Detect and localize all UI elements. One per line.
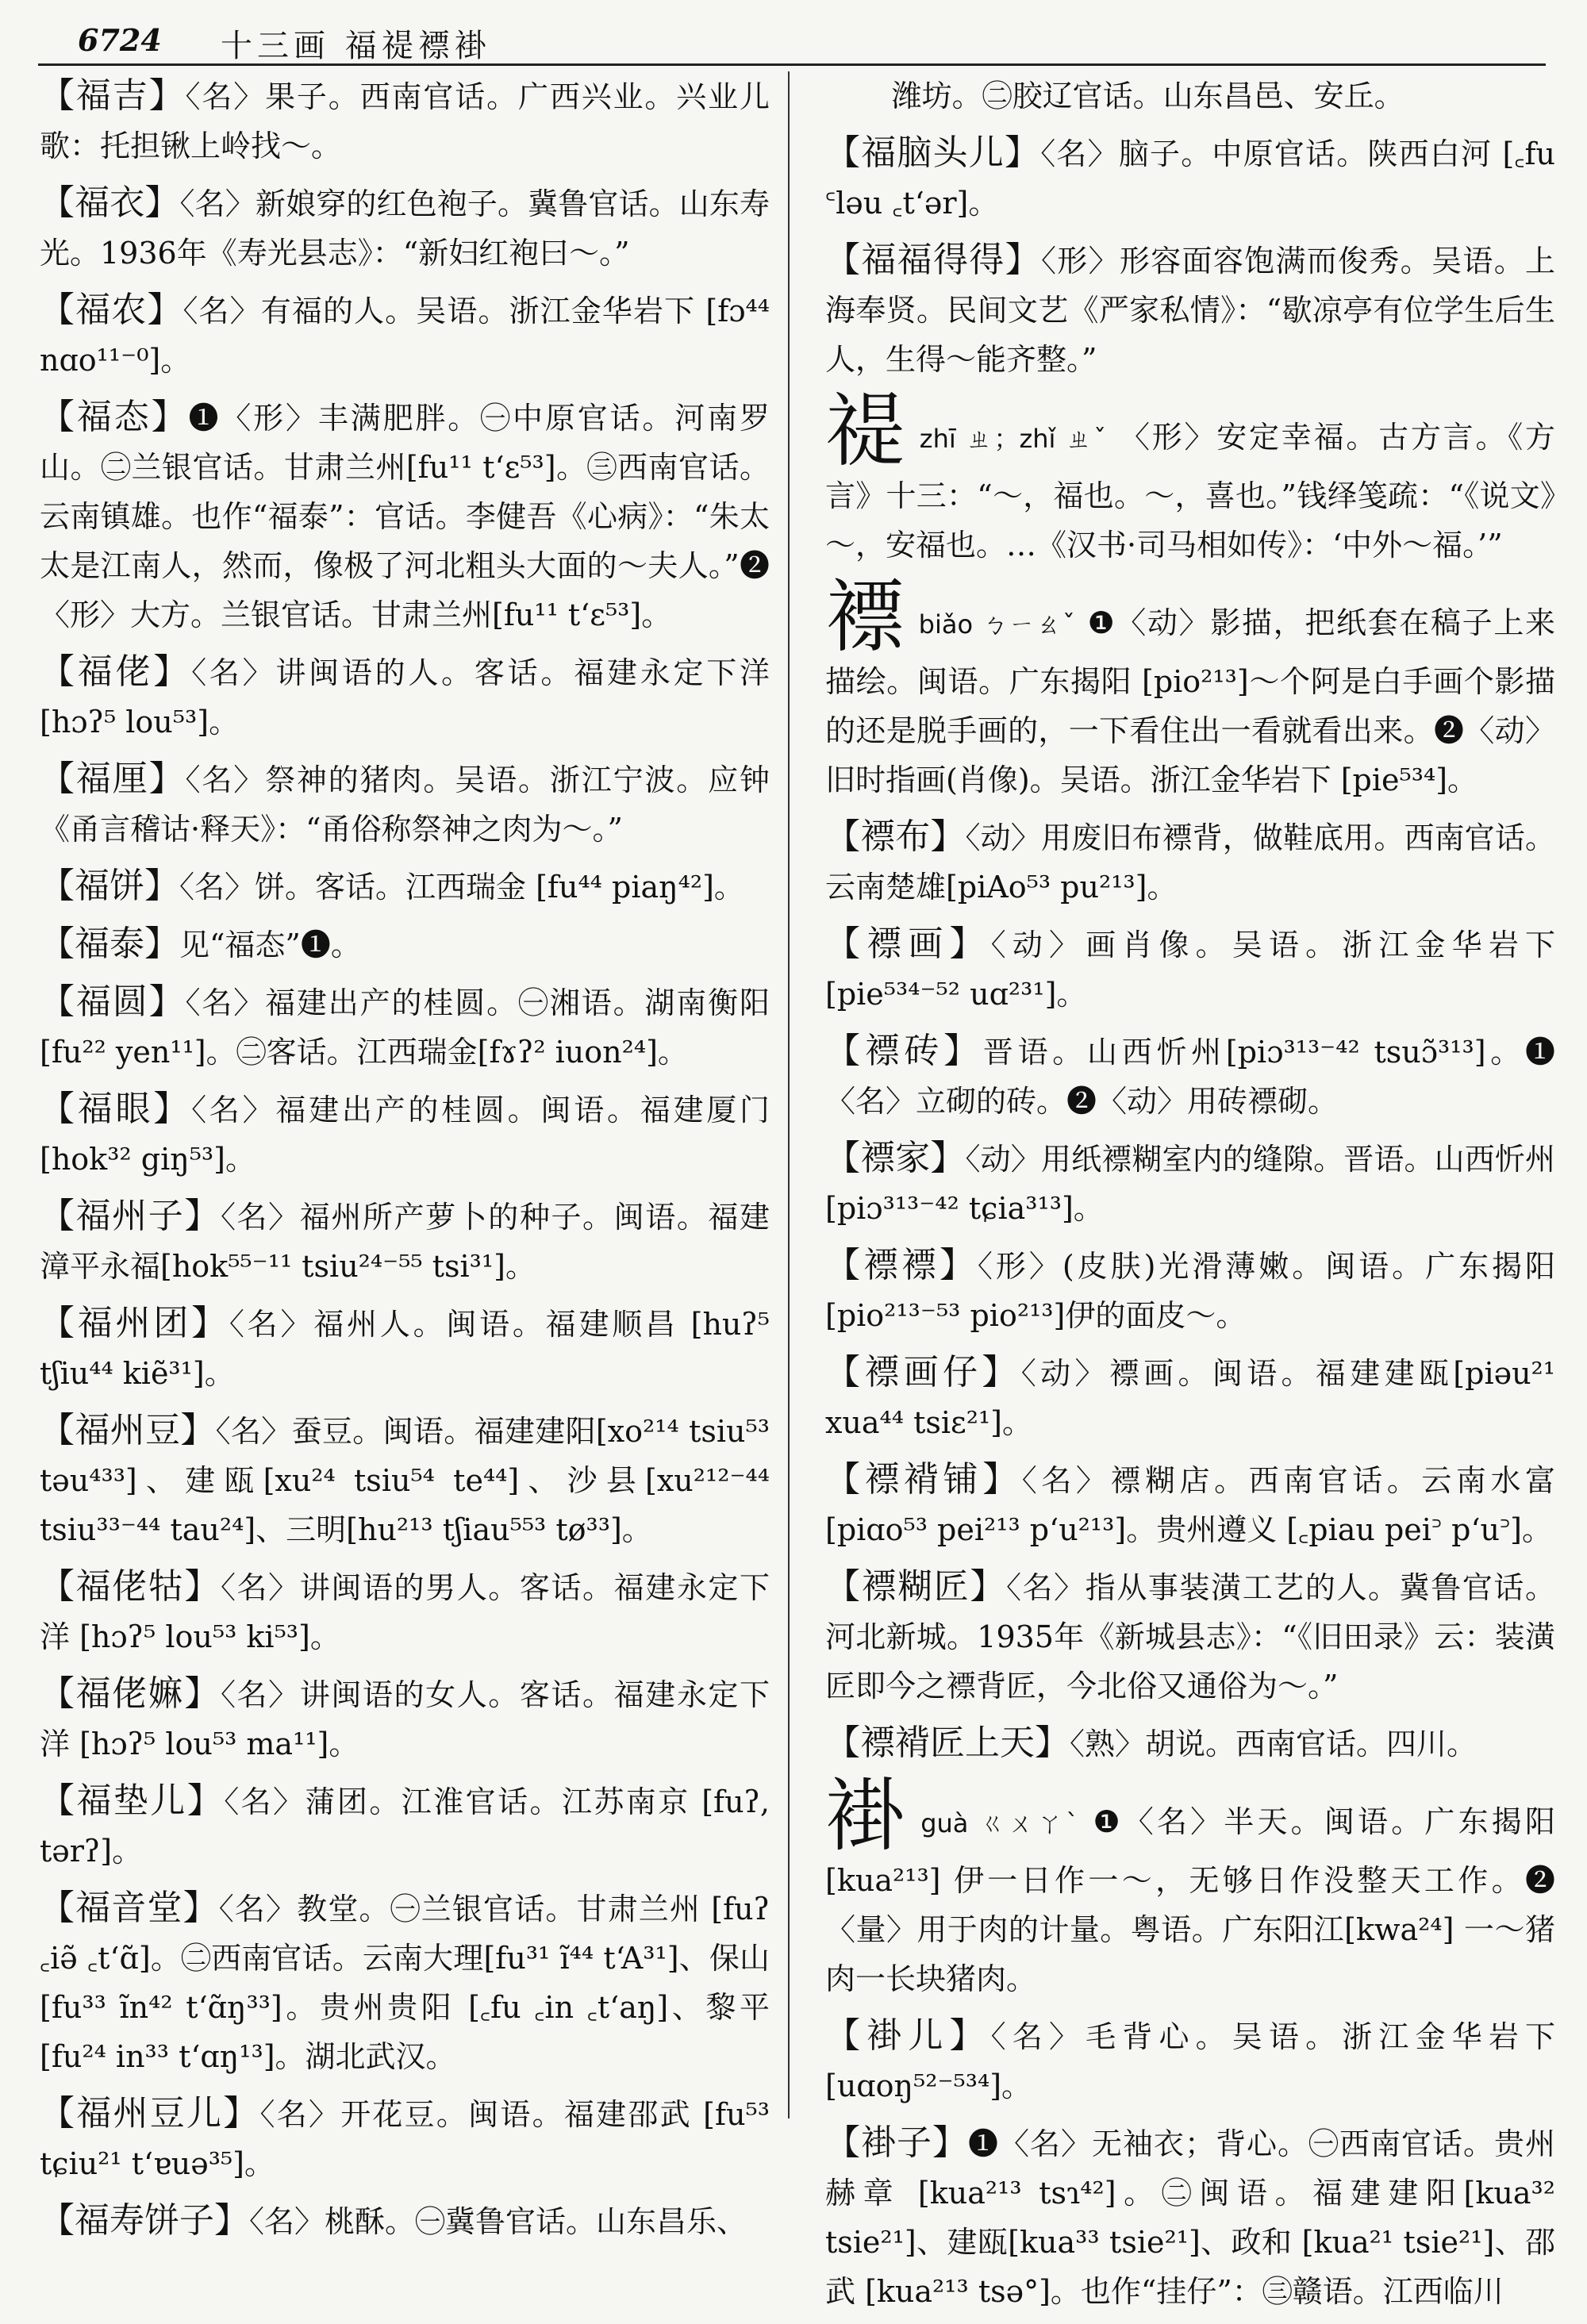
entry-definition: 〈名〉蒲团。江淮官话。江苏南京 [fuʔ, tərʔ]。 xyxy=(40,1784,770,1869)
entry-definition: 〈形〉形容面容饱满而俊秀。吴语。上海奉贤。民间文艺《严家私情》：“歇凉亭有位学生后生人，生得～能齐整。” xyxy=(825,244,1556,377)
entry-definition: 〈名〉蚕豆。闽语。福建建阳[xo²¹⁴ tsiu⁵³ təu⁴³³]、建瓯[xu²⁴ tsiu⁵⁴ te⁴⁴]、沙县[xu²¹²⁻⁴⁴ tsiu³³⁻⁴⁴ tau²⁴]、三明[hu²¹³ tʃiau⁵⁵³ tø³³]。 xyxy=(40,1414,770,1547)
dictionary-entry xyxy=(40,71,770,171)
dictionary-entry xyxy=(825,1027,1555,1126)
entry-headword: 【 福佬牯 】 xyxy=(40,1566,221,1607)
entry-definition: 〈动〉画肖像。吴语。浙江金华岩下 [pie⁵³⁴⁻⁵² uɑ²³¹]。 xyxy=(825,928,1556,1012)
entry-headword: 【 褂子 】 xyxy=(825,2122,968,2163)
dictionary-entry xyxy=(40,2196,770,2246)
entry-headword: 【 福厘 】 xyxy=(40,759,185,799)
entry-definition: 〈名〉指从事装潢工艺的人。冀鲁官话。河北新城。1935年《新城县志》：“《旧田录》云：装潢匠即今之褾背匠，今北俗又通俗为～。” xyxy=(825,1570,1556,1704)
dictionary-entry xyxy=(40,1406,770,1554)
entry-definition: ❶〈形〉丰满肥胖。㊀中原官话。河南罗山。㊁兰银官话。甘肃兰州[fu¹¹ tʻɛ⁵³]。㊂西南官话。云南镇雄。也作“福泰”：官话。李健吾《心病》：“朱太太是江南人，然而，像极了河北粗头大面的～夫人。”❷〈形〉大方。兰银官话。甘肃兰州[fu¹¹ tʻɛ⁵³]。 xyxy=(40,401,770,632)
dictionary-entry xyxy=(40,1777,770,1876)
character-pronunciation: zhī ㄓ；zhǐ ㄓˇ xyxy=(919,424,1109,454)
entry-definition: 〈名〉福州所产萝卜的种子。闽语。福建漳平永福[hok⁵⁵⁻¹¹ tsiu²⁴⁻⁵⁵ tsi³¹]。 xyxy=(40,1200,770,1284)
entry-definition: 〈名〉毛背心。吴语。浙江金华岩下[uɑoŋ⁵²⁻⁵³⁴]。 xyxy=(825,2019,1556,2103)
entry-definition: 〈名〉讲闽语的女人。客话。福建永定下洋 [hɔʔ⁵ lou⁵³ ma¹¹]。 xyxy=(40,1677,770,1761)
column-divider xyxy=(788,71,790,2118)
entry-headword: 【 福福得得 】 xyxy=(825,240,1041,280)
entry-definition: 〈名〉有福的人。吴语。浙江金华岩下 [fɔ⁴⁴ nɑo¹¹⁻⁰]。 xyxy=(40,294,770,378)
entry-headword: 【 福州子 】 xyxy=(40,1196,221,1236)
dictionary-entry xyxy=(825,1134,1555,1233)
entry-definition: 〈名〉开花豆。闽语。福建邵武 [fu⁵³ tɕiu²¹ tʻɐuə³⁵]。 xyxy=(40,2097,770,2181)
entry-definition: 〈名〉讲闽语的人。客话。福建永定下洋 [hɔʔ⁵ lou⁵³]。 xyxy=(40,655,770,739)
entry-headword: 【 福饼 】 xyxy=(40,866,179,906)
dictionary-entry xyxy=(40,286,770,385)
entry-headword: 【 福垫儿 】 xyxy=(40,1780,224,1821)
dictionary-entry xyxy=(40,1884,770,2081)
entry-definition: 〈名〉祭神的猪肉。吴语。浙江宁波。应钟《甬言稽诂·释天》：“甬俗称祭神之肉为～。” xyxy=(40,763,770,847)
dictionary-entry xyxy=(825,920,1555,1019)
dictionary-entry xyxy=(40,2089,770,2188)
entry-definition: 〈名〉福建出产的桂圆。闽语。福建厦门[hok³² giŋ⁵³]。 xyxy=(40,1093,770,1177)
dictionary-entry xyxy=(825,2011,1555,2111)
character-entry xyxy=(825,1769,1555,2003)
entry-definition: ❶〈名〉无袖衣；背心。㊀西南官话。贵州赫章 [kua²¹³ tsɿ⁴²]。㊁闽语。福建建阳[kua³² tsie²¹]、建瓯[kua³³ tsie²¹]、政和 [kua²¹ tsie²¹]、邵武 [kua²¹³ tsə°]。也作“挂仔”：㊂赣语。江西临川 xyxy=(825,2126,1555,2309)
entry-headword: 【 褾家 】 xyxy=(825,1138,966,1178)
character-pronunciation: guà ㄍㄨㄚˋ xyxy=(920,1808,1082,1838)
dictionary-entry xyxy=(40,1192,770,1291)
entry-definition: 〈名〉饼。客话。江西瑞金 [fu⁴⁴ piaŋ⁴²]。 xyxy=(179,870,744,905)
character-headword: 禔 xyxy=(825,385,907,478)
entry-headword: 【 福寿饼子 】 xyxy=(40,2200,249,2241)
page-heading: 十三画 福禔褾褂 xyxy=(221,28,491,64)
dictionary-entry xyxy=(40,179,770,278)
entry-headword: 【 福脑头儿 】 xyxy=(825,133,1040,173)
entry-headword: 【 福眼 】 xyxy=(40,1089,191,1129)
dictionary-entry xyxy=(825,1348,1555,1447)
entry-headword: 【 褾画仔 】 xyxy=(825,1352,1021,1392)
entry-definition: ❶〈名〉半天。闽语。广东揭阳 [kua²¹³] 伊一日作一～，无够日作没整天工作。❷〈量〉用于肉的计量。粤语。广东阳江[kwa²⁴] 一～猪肉一长块猪肉。 xyxy=(825,1804,1555,1996)
dictionary-entry xyxy=(40,920,770,970)
dictionary-entry xyxy=(40,1299,770,1398)
entry-headword: 【 福佬 】 xyxy=(40,651,191,692)
dictionary-entry xyxy=(40,1669,770,1769)
entry-definition: ❶〈动〉影描，把纸套在稿子上来描绘。闽语。广东揭阳 [pio²¹³]～个阿是白手画个影描的还是脱手画的，一下看住出一看就看出来。❷〈动〉旧时指画(肖像)。吴语。浙江金华岩下 [pie⁵³⁴]。 xyxy=(825,605,1555,797)
dictionary-entry xyxy=(40,1085,770,1184)
entry-definition: 晋语。山西忻州[piɔ³¹³⁻⁴² tsuɔ̃³¹³]。❶〈名〉立砌的砖。❷〈动〉用砖褾砌。 xyxy=(825,1035,1555,1119)
entry-headword: 【 福州豆儿 】 xyxy=(40,2093,259,2134)
entry-headword: 【 福农 】 xyxy=(40,290,183,330)
dictionary-entry xyxy=(40,647,770,747)
entry-headword: 【 福衣 】 xyxy=(40,182,180,223)
dictionary-entry xyxy=(825,1241,1555,1340)
entry-headword: 【 福佬嫲 】 xyxy=(40,1673,221,1714)
entry-headword: 【 褾砖 】 xyxy=(825,1031,983,1071)
dictionary-entry xyxy=(825,1562,1555,1711)
entry-headword: 【 褾画 】 xyxy=(825,924,991,964)
entry-definition: 〈名〉新娘穿的红色袍子。冀鲁官话。山东寿光。1936年《寿光县志》：“新妇红袍曰～。” xyxy=(40,186,770,271)
entry-headword: 【 褾褾 】 xyxy=(825,1245,978,1285)
entry-headword: 【 褂儿 】 xyxy=(825,2015,991,2056)
entry-headword: 【 褾褙匠上天 】 xyxy=(825,1723,1070,1763)
dictionary-entry xyxy=(825,1719,1555,1769)
entry-headword: 【 福州豆 】 xyxy=(40,1410,216,1450)
dictionary-entry xyxy=(825,2118,1555,2316)
entry-definition: 见“福态”❶。 xyxy=(179,928,361,962)
dictionary-entry xyxy=(825,812,1555,912)
entry-headword: 【 福吉 】 xyxy=(40,75,185,116)
character-pronunciation: biǎo ㄅㄧㄠˇ xyxy=(918,609,1077,640)
character-entry xyxy=(825,385,1555,570)
entry-headword: 【 福圆 】 xyxy=(40,981,185,1022)
dictionary-entry xyxy=(40,862,770,912)
entry-headword: 【 褾布 】 xyxy=(825,816,966,857)
character-headword: 褾 xyxy=(825,570,906,663)
entry-definition: 〈形〉安定幸福。古方言。《方言》十三：“～，福也。～，喜也。”钱绎笺疏：“《说文》～，安福也。…《汉书·司马相如传》：‘中外～福。’” xyxy=(825,420,1555,563)
entry-definition: 〈名〉教堂。㊀兰银官话。甘肃兰州 [fuʔ ꜀iə̃ ꜀tʻɑ̃]。㊁西南官话。云南大理[fu³¹ ĩ⁴⁴ tʻA³¹]、保山[fu³³ ĩn⁴² tʻɑ̃ŋ³³]。贵州贵阳 [꜀fu ꜀in ꜀tʻaŋ]、黎平[fu²⁴ in³³ tʻɑŋ¹³]。湖北武汉。 xyxy=(40,1892,770,2074)
entry-definition: 〈动〉褾画。闽语。福建建瓯[piəu²¹ xua⁴⁴ tsiɛ²¹]。 xyxy=(825,1356,1556,1440)
entry-definition: 〈名〉果子。西南官话。广西兴业。兴业儿歌：托担锹上岭找～。 xyxy=(40,79,770,163)
entry-headword: 【 褾褙铺 】 xyxy=(825,1459,1022,1500)
entry-definition: 〈动〉用纸褾糊室内的缝隙。晋语。山西忻州 [piɔ³¹³⁻⁴² tɕia³¹³]。 xyxy=(825,1142,1556,1226)
dictionary-entry xyxy=(825,129,1555,228)
right-column xyxy=(825,71,1555,2324)
dictionary-entry xyxy=(825,1455,1555,1554)
entry-definition: 〈名〉褾糊店。西南官话。云南水富[piɑo⁵³ pei²¹³ pʻu²¹³]。贵州遵义 [꜀piau pei꜄ pʻu꜄]。 xyxy=(825,1463,1556,1547)
dictionary-entry xyxy=(40,755,770,854)
entry-headword: 【 福州团 】 xyxy=(40,1303,229,1343)
entry-definition: 〈名〉福州人。闽语。福建顺昌 [huʔ⁵ tʃiu⁴⁴ kiẽ³¹]。 xyxy=(40,1307,770,1391)
entry-definition: 〈名〉福建出产的桂圆。㊀湘语。湖南衡阳 [fu²² yen¹¹]。㊁客话。江西瑞金[fɤʔ² iuon²⁴]。 xyxy=(40,985,770,1070)
entry-headword: 【 福泰 】 xyxy=(40,924,179,964)
dictionary-entry xyxy=(40,978,770,1077)
character-entry xyxy=(825,570,1555,805)
entry-definition: 〈名〉讲闽语的男人。客话。福建永定下洋 [hɔʔ⁵ lou⁵³ ki⁵³]。 xyxy=(40,1570,770,1654)
dictionary-entry xyxy=(40,393,770,640)
entry-headword: 【 福态 】 xyxy=(40,397,188,437)
entry-headword: 【 福音堂 】 xyxy=(40,1888,219,1928)
continued-text: 潍坊。㊁胶辽官话。山东昌邑、安丘。 xyxy=(891,79,1404,113)
left-column xyxy=(40,71,770,2254)
entry-definition: 〈名〉脑子。中原官话。陕西白河 [꜀fu ꜂ləu ꜀tʻər]。 xyxy=(825,136,1556,221)
dictionary-entry xyxy=(40,1562,770,1661)
entry-headword: 【 褾糊匠 】 xyxy=(825,1566,1006,1607)
page-header xyxy=(38,19,1546,66)
entry-definition: 〈熟〉胡说。西南官话。四川。 xyxy=(1070,1727,1477,1761)
entry-definition: 〈名〉桃酥。㊀冀鲁官话。山东昌乐、 xyxy=(249,2204,747,2239)
dictionary-entry xyxy=(825,236,1555,384)
entry-definition: 〈动〉用废旧布褾背，做鞋底用。西南官话。云南楚雄[piAo⁵³ pu²¹³]。 xyxy=(825,820,1556,905)
entry-definition: 〈形〉(皮肤)光滑薄嫩。闽语。广东揭阳 [pio²¹³⁻⁵³ pio²¹³]伊的面皮～。 xyxy=(825,1249,1556,1333)
character-headword: 褂 xyxy=(825,1769,909,1862)
page-number: 6724 xyxy=(78,22,162,58)
